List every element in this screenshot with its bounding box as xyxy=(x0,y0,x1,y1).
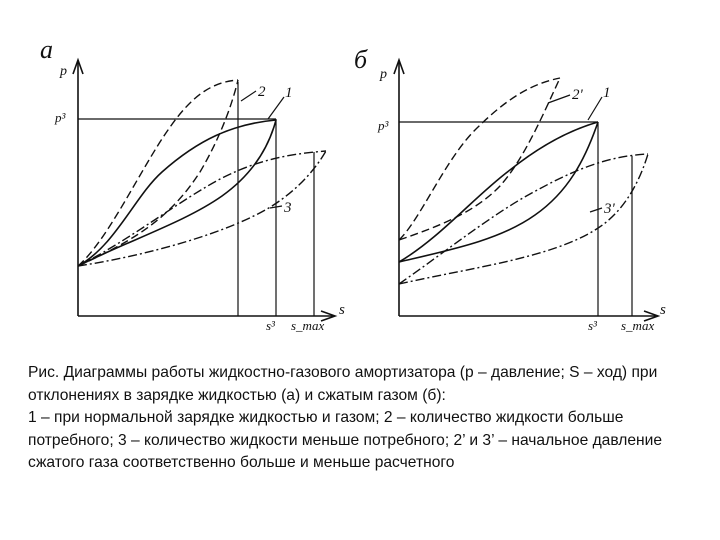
s-mark-a: s³ xyxy=(266,318,275,333)
caption-line-1: Рис. Диаграммы работы жидкостно-газового амортизатора (р – давление; S – ход) при отклонениях в зарядке жидкостью (а) и сжатым газом (б): xyxy=(28,364,658,404)
curve-2-upper-a xyxy=(78,80,238,266)
leader-1-a xyxy=(268,97,284,119)
leader-2-a xyxy=(241,91,256,101)
y-axis-label-a: p xyxy=(60,64,67,79)
curve-label-1-b: 1 xyxy=(603,85,611,101)
figure-caption xyxy=(28,362,692,475)
leader-1-b xyxy=(588,97,602,120)
curve-1-upper-a xyxy=(78,120,276,266)
diagram-a xyxy=(40,35,345,333)
curve-label-1-a: 1 xyxy=(285,85,293,101)
curve-label-3prime-b: 3' xyxy=(604,201,615,217)
curve-label-2prime-b: 2' xyxy=(572,87,583,103)
p-mark-b: p³ xyxy=(378,118,389,133)
curve-label-3-a: 3 xyxy=(284,200,292,216)
curve-2prime-lower-b xyxy=(399,78,560,240)
curve-label-2-a: 2 xyxy=(258,84,266,100)
curve-2prime-upper-b xyxy=(399,78,560,240)
panel-label-a: а xyxy=(40,35,53,64)
p-mark-a: p³ xyxy=(55,110,66,125)
diagram-b xyxy=(354,45,666,333)
smax-label-b: s_max xyxy=(621,318,655,333)
y-axis-label-b: p xyxy=(380,67,387,82)
curve-1-lower-a xyxy=(78,120,276,266)
x-axis-label-b: s xyxy=(660,302,666,318)
panel-label-b: б xyxy=(354,45,368,74)
curve-1-upper-b xyxy=(399,122,598,262)
leader-3prime-b xyxy=(590,208,602,212)
s-mark-b: s³ xyxy=(588,318,597,333)
curve-3prime-lower-b xyxy=(399,154,648,284)
caption-line-2: 1 – при нормальной зарядке жидкостью и газом; 2 – количество жидкости больше потребного; 3 – количество жидкости меньше потребного; 2’ и 3’ – начальное давление сжатого газа соответственно больше и меньше расчетного xyxy=(28,409,663,471)
x-axis-label-a: s xyxy=(339,302,345,318)
smax-label-a: s_max xyxy=(291,318,325,333)
